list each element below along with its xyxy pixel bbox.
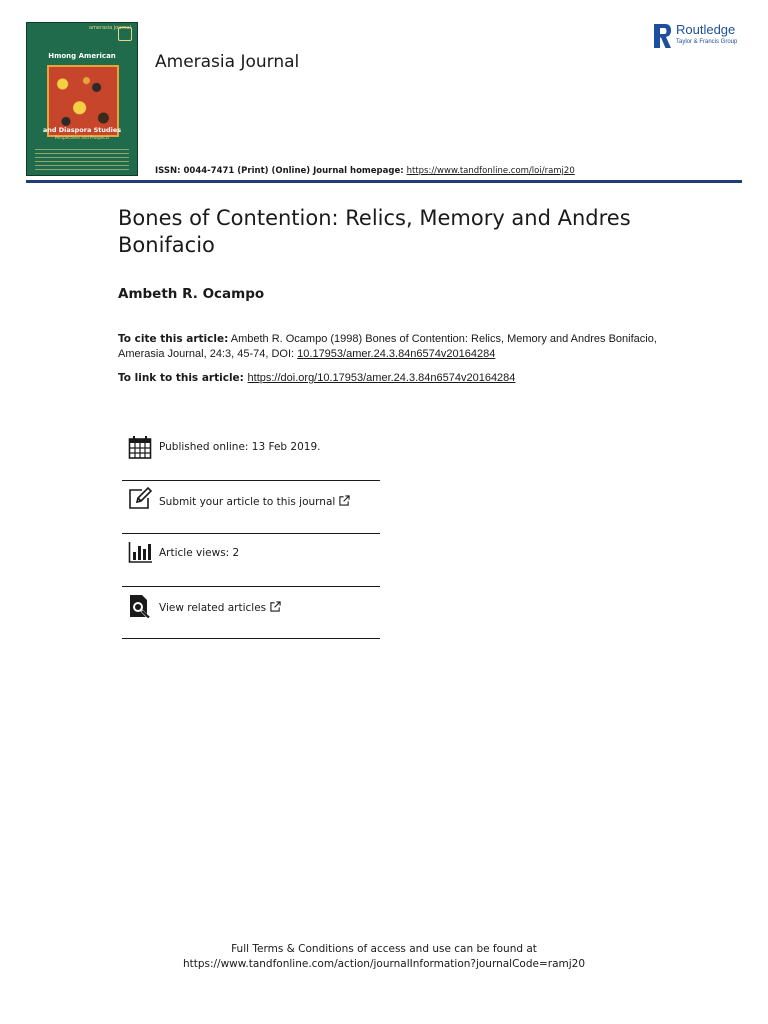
journal-cover-image: [26, 22, 138, 176]
info-divider: [122, 480, 380, 481]
external-link-icon: [270, 601, 281, 612]
cover-journal-mark: amerasia journal: [89, 25, 131, 31]
article-url-link[interactable]: https://doi.org/10.17953/amer.24.3.84n6574v20164284: [247, 372, 516, 384]
issn-line: [155, 166, 575, 176]
issn-text: ISSN: 0044-7471 (Print) (Online) Journal homepage:: [155, 166, 407, 176]
cover-subtitle: Perspectives and Prospects: [54, 135, 110, 140]
publisher-name: Routledge: [676, 22, 736, 37]
doi-link[interactable]: 10.17953/amer.24.3.84n6574v20164284: [297, 348, 496, 360]
citation-text: Ambeth R. Ocampo (1998) Bones of Contention: Relics, Memory and Andres Bonifacio, Amerasia Journal, 24:3, 45-74, DOI:: [118, 333, 657, 360]
cover-contents-list: [35, 149, 129, 171]
submit-article-label: Submit your article to this journal: [159, 496, 336, 508]
journal-homepage-link[interactable]: https://www.tandfonline.com/loi/ramj20: [406, 166, 575, 176]
submit-article-row[interactable]: [122, 483, 380, 535]
external-link-icon: [339, 495, 350, 506]
publisher-group: Taylor & Francis Group: [676, 39, 738, 45]
related-articles-row[interactable]: [122, 589, 380, 641]
article-link-block: [118, 372, 515, 384]
routledge-r-icon: [654, 22, 672, 50]
footer-terms-text: Full Terms & Conditions of access and use can be found at: [231, 943, 537, 955]
bar-chart-icon: [128, 540, 152, 564]
edit-icon: [128, 486, 152, 510]
info-divider: [122, 586, 380, 587]
footer-terms-url[interactable]: https://www.tandfonline.com/action/journalInformation?journalCode=ramj20: [182, 958, 586, 970]
search-document-icon: [128, 594, 152, 618]
cover-title-bottom: and Diaspora Studies: [42, 126, 122, 134]
article-author: Ambeth R. Ocampo: [118, 286, 265, 302]
related-articles-link[interactable]: [159, 601, 281, 614]
info-divider: [122, 638, 380, 639]
article-views-row: [122, 536, 380, 588]
published-online-text: Published online: 13 Feb 2019.: [159, 441, 321, 453]
info-divider: [122, 533, 380, 534]
citation-label: To cite this article:: [118, 333, 229, 345]
article-views-text: Article views: 2: [159, 547, 240, 559]
cover-title-top: Hmong American: [48, 52, 116, 60]
journal-name: Amerasia Journal: [155, 52, 300, 72]
article-link-label: To link to this article:: [118, 372, 248, 384]
submit-article-link[interactable]: [159, 495, 350, 508]
published-online-row: [122, 431, 380, 483]
calendar-icon: [128, 435, 152, 459]
citation-block: [118, 332, 678, 362]
header-divider: [26, 180, 742, 183]
related-articles-label: View related articles: [159, 602, 267, 614]
routledge-logo[interactable]: [654, 22, 750, 52]
article-title: Bones of Contention: Relics, Memory and Andres Bonifacio: [118, 206, 631, 257]
footer-terms: [0, 942, 768, 972]
